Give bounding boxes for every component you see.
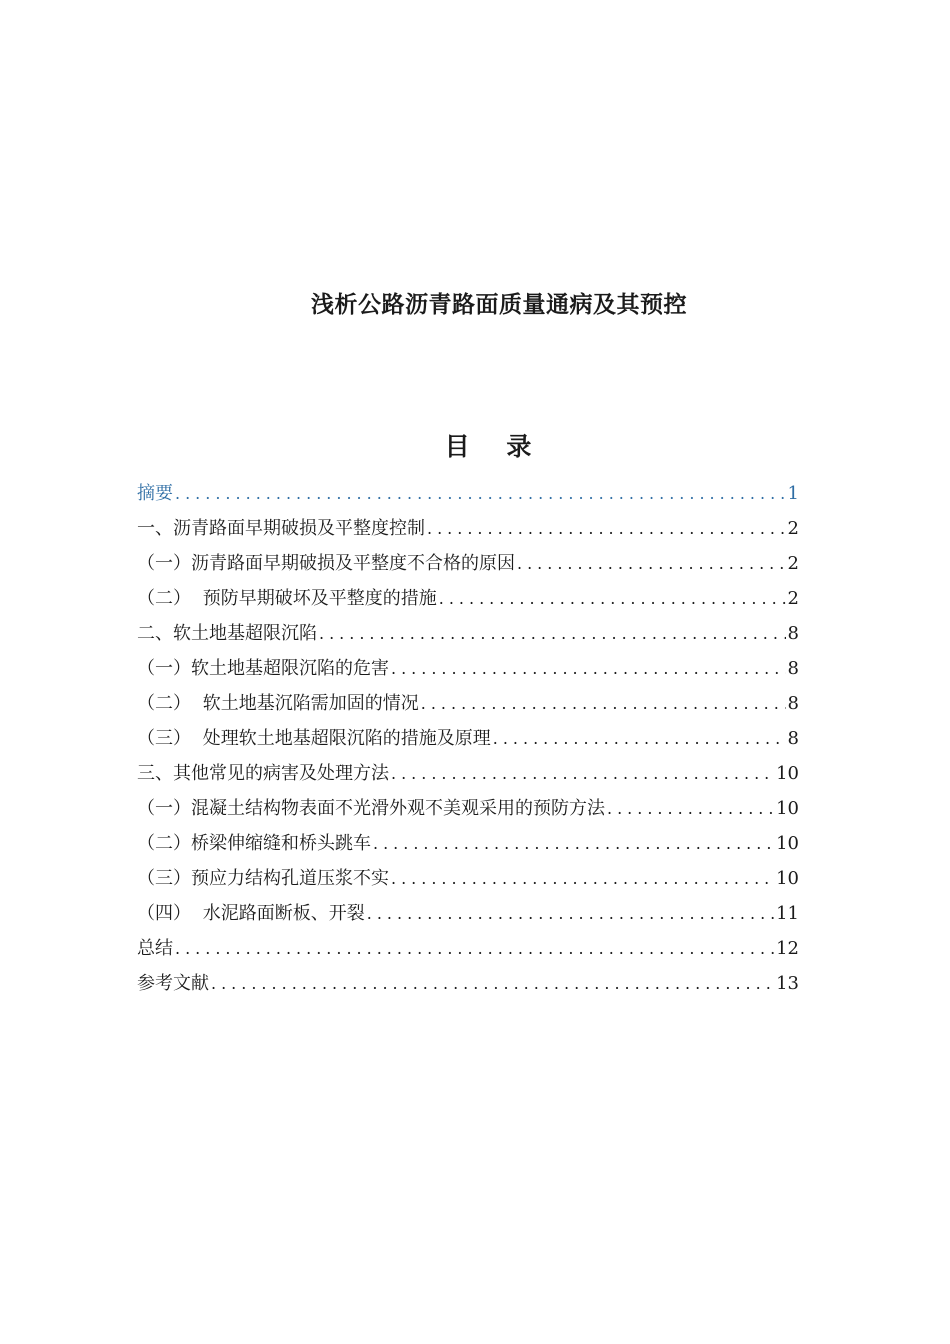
toc-entry-section-2[interactable] bbox=[137, 616, 799, 651]
toc-entry-section-1[interactable] bbox=[137, 511, 799, 546]
toc-dot-leader bbox=[365, 896, 774, 931]
toc-dot-leader bbox=[491, 721, 786, 756]
toc-entry-section-3-4[interactable] bbox=[137, 896, 799, 931]
toc-page-number: 10 bbox=[776, 868, 799, 889]
toc-entry-section-3-2[interactable] bbox=[137, 826, 799, 861]
toc-entry-section-2-3[interactable] bbox=[137, 721, 799, 756]
toc-entry-label: （二） 预防早期破坏及平整度的措施 bbox=[137, 588, 437, 609]
toc-page-number: 2 bbox=[787, 518, 799, 539]
toc-entry-section-3-1[interactable] bbox=[137, 791, 799, 826]
toc-entry-label: 摘要 bbox=[137, 483, 173, 504]
toc-entry-section-3[interactable] bbox=[137, 756, 799, 791]
toc-entry-label: （三）预应力结构孔道压浆不实 bbox=[137, 868, 389, 889]
toc-page-number: 11 bbox=[776, 903, 799, 924]
toc-page-number: 8 bbox=[787, 693, 799, 714]
toc-entry-section-2-1[interactable] bbox=[137, 651, 799, 686]
toc-entry-section-3-3[interactable] bbox=[137, 861, 799, 896]
toc-entry-label: （四） 水泥路面断板、开裂 bbox=[137, 903, 365, 924]
toc-dot-leader bbox=[425, 511, 786, 546]
toc-entry-label: 二、软土地基超限沉陷 bbox=[137, 623, 317, 644]
toc-dot-leader bbox=[515, 546, 786, 581]
toc-page-number: 10 bbox=[776, 833, 799, 854]
toc-page-number: 2 bbox=[787, 588, 799, 609]
toc-dot-leader bbox=[209, 966, 774, 1001]
toc-entry-label: （一）沥青路面早期破损及平整度不合格的原因 bbox=[137, 553, 515, 574]
toc-entry-label: 三、其他常见的病害及处理方法 bbox=[137, 763, 389, 784]
toc-page-number: 10 bbox=[776, 798, 799, 819]
toc-dot-leader bbox=[317, 616, 786, 651]
toc-entry-abstract[interactable] bbox=[137, 476, 799, 511]
toc-page-number: 1 bbox=[787, 483, 799, 504]
toc-dot-leader bbox=[605, 791, 774, 826]
table-of-contents bbox=[137, 476, 799, 1001]
toc-dot-leader bbox=[389, 651, 786, 686]
toc-page-number: 2 bbox=[787, 553, 799, 574]
toc-dot-leader bbox=[389, 756, 774, 791]
toc-dot-leader bbox=[419, 686, 786, 721]
toc-entry-references[interactable] bbox=[137, 966, 799, 1001]
toc-entry-label: （二）桥梁伸缩缝和桥头跳车 bbox=[137, 833, 371, 854]
toc-entry-label: （一）混凝土结构物表面不光滑外观不美观采用的预防方法 bbox=[137, 798, 605, 819]
toc-entry-label: 参考文献 bbox=[137, 973, 209, 994]
toc-dot-leader bbox=[437, 581, 786, 616]
toc-page-number: 8 bbox=[787, 658, 799, 679]
toc-page-number: 10 bbox=[776, 763, 799, 784]
toc-dot-leader bbox=[371, 826, 774, 861]
toc-dot-leader bbox=[389, 861, 774, 896]
toc-entry-label: （二） 软土地基沉陷需加固的情况 bbox=[137, 693, 419, 714]
toc-page-number: 13 bbox=[776, 973, 799, 994]
toc-page-number: 12 bbox=[776, 938, 799, 959]
toc-entry-label: 一、沥青路面早期破损及平整度控制 bbox=[137, 518, 425, 539]
toc-dot-leader bbox=[173, 476, 786, 511]
toc-page-number: 8 bbox=[787, 728, 799, 749]
toc-page-number: 8 bbox=[787, 623, 799, 644]
document-title: 浅析公路沥青路面质量通病及其预控 bbox=[311, 292, 687, 318]
toc-dot-leader bbox=[173, 931, 774, 966]
toc-entry-section-1-2[interactable] bbox=[137, 581, 799, 616]
toc-heading: 目 录 bbox=[444, 432, 546, 461]
toc-entry-label: （一）软土地基超限沉陷的危害 bbox=[137, 658, 389, 679]
toc-entry-section-1-1[interactable] bbox=[137, 546, 799, 581]
toc-entry-summary[interactable] bbox=[137, 931, 799, 966]
toc-entry-label: （三） 处理软土地基超限沉陷的措施及原理 bbox=[137, 728, 491, 749]
toc-entry-label: 总结 bbox=[137, 938, 173, 959]
toc-entry-section-2-2[interactable] bbox=[137, 686, 799, 721]
